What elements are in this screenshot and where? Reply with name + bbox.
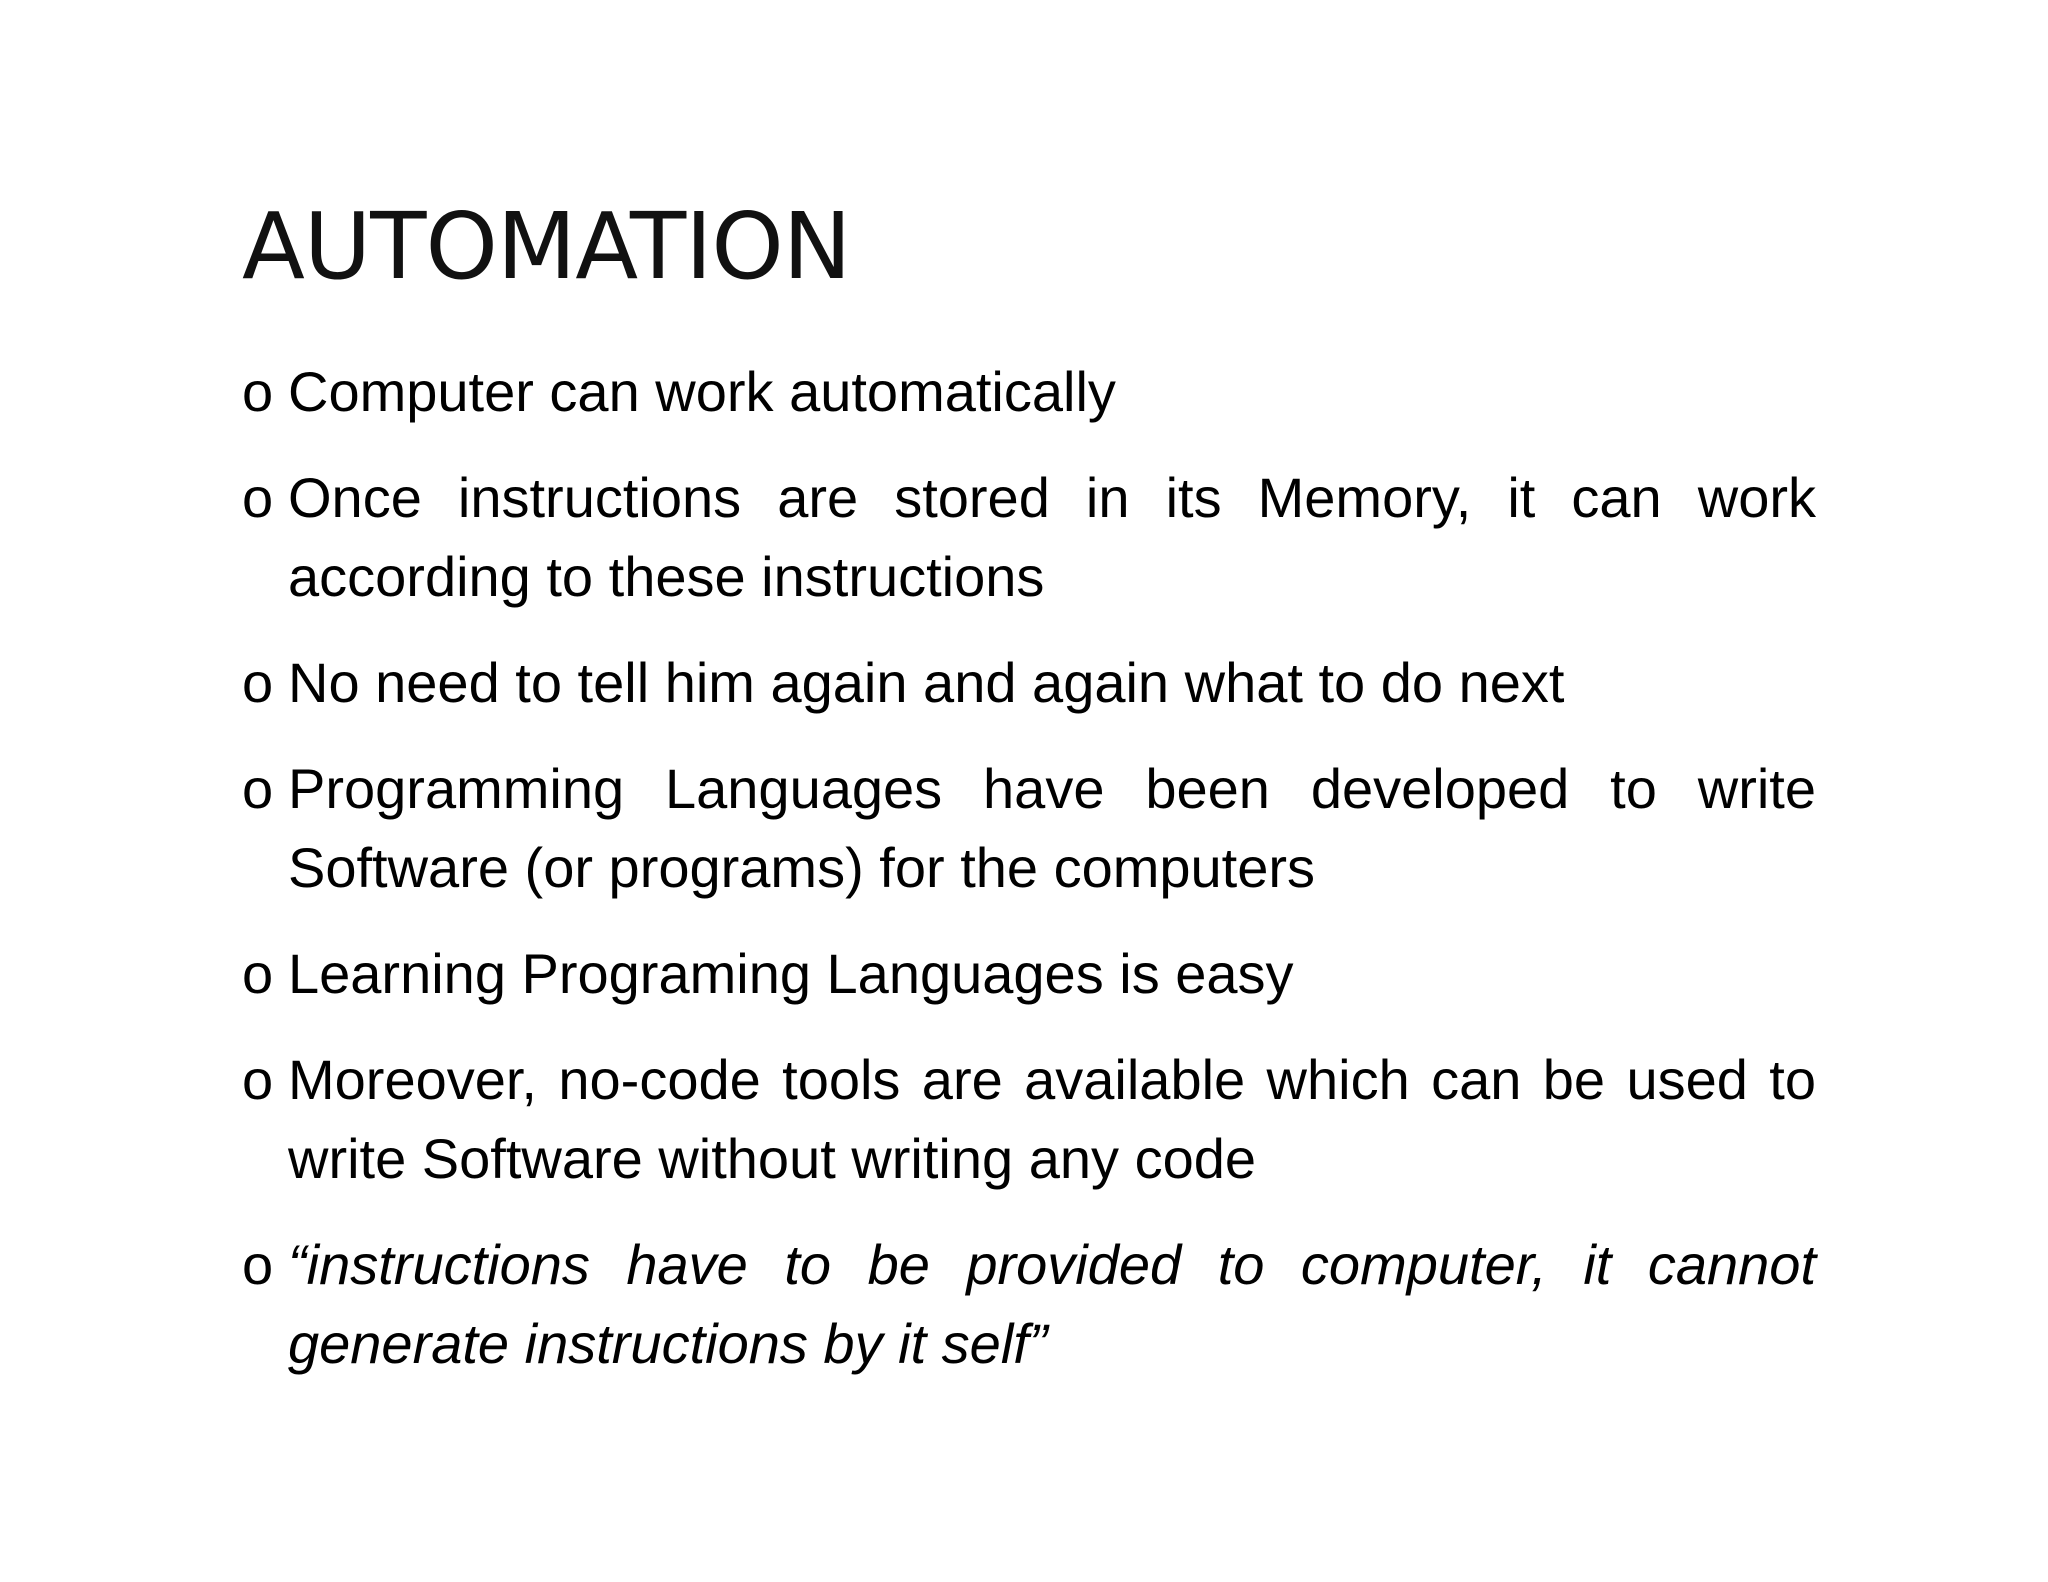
bullet-marker-icon: o [242,757,274,820]
bullet-marker-icon: o [242,466,274,529]
bullet-item-5 [242,934,1816,1013]
bullet-marker-icon: o [242,1048,274,1111]
bullet-list [242,352,1816,1410]
bullet-text: No need to tell him again and again what to do next [288,651,1565,714]
quote-text: “instructions have to be provided to computer, it cannot generate instructions by it self” [288,1233,1816,1375]
bullet-text: Learning Programing Languages is easy [288,942,1294,1005]
bullet-marker-icon: o [242,1233,274,1296]
bullet-marker-icon: o [242,651,274,714]
bullet-marker-icon: o [242,942,274,1005]
bullet-text: Once instructions are stored in its Memory, it can work according to these instructions [288,466,1816,608]
bullet-marker-icon: o [242,360,274,423]
bullet-item-2 [242,458,1816,616]
bullet-text: Computer can work automatically [288,360,1116,423]
slide-title: AUTOMATION [242,193,851,300]
bullet-item-3 [242,643,1816,722]
bullet-item-6 [242,1040,1816,1198]
bullet-item-7-quote [242,1225,1816,1383]
bullet-text: Programming Languages have been developed to write Software (or programs) for the computers [288,757,1816,899]
bullet-item-1 [242,352,1816,431]
bullet-item-4 [242,749,1816,907]
bullet-text: Moreover, no-code tools are available which can be used to write Software without writing any code [288,1048,1816,1190]
